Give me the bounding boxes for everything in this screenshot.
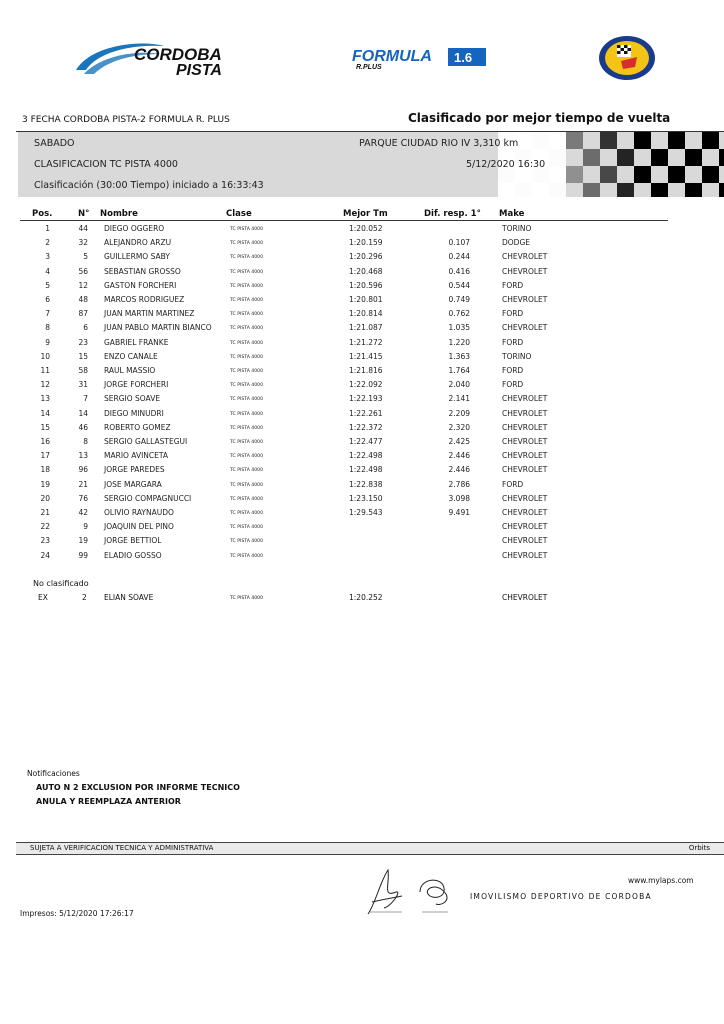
result-pos: 24 (40, 550, 50, 560)
result-pos: 5 (45, 280, 50, 290)
column-header-diff: Dif. resp. 1° (424, 209, 481, 219)
result-pos: 12 (40, 380, 50, 390)
result-driver-name: JORGE BETTIOL (104, 536, 162, 546)
result-best-time: 1:22.838 (349, 479, 383, 489)
result-make: CHEVROLET (502, 394, 548, 404)
pista-logo-text: PISTA (176, 62, 222, 78)
result-driver-name: ENZO CANALE (104, 351, 158, 361)
result-pos: 3 (45, 252, 50, 262)
result-driver-name: JUAN MARTIN MARTINEZ (104, 309, 195, 319)
title-bar (16, 108, 724, 132)
formula-rplus-logo (350, 46, 490, 70)
result-number: 58 (78, 366, 88, 375)
result-best-time: 1:21.816 (349, 366, 383, 375)
result-best-time: 1:22.498 (349, 451, 383, 461)
result-class: TC PISTA 4000 (230, 440, 263, 445)
result-driver-name: GASTON FORCHERI (104, 280, 177, 290)
result-best-time: 1:22.261 (349, 408, 383, 418)
result-driver-name: OLIVIO RAYNAUDO (104, 508, 174, 517)
result-driver-name: MARIO AVINCETA (104, 451, 169, 461)
result-make: FORD (502, 380, 524, 390)
result-make: CHEVROLET (502, 493, 548, 503)
result-driver-name: JOSE MARGARA (104, 479, 162, 489)
result-diff: 0.416 (448, 266, 470, 276)
rplus-logo-text: R.PLUS (356, 64, 382, 70)
result-make: FORD (502, 479, 524, 489)
result-class: TC PISTA 4000 (230, 397, 263, 403)
footer-verification-text: SUJETA A VERIFICACION TECNICA Y ADMINISTRATIVA (30, 844, 214, 852)
result-class: TC PISTA 4000 (230, 468, 263, 474)
result-make: CHEVROLET (502, 323, 548, 333)
result-driver-name: SEBASTIAN GROSSO (104, 266, 181, 276)
ex-name: ELIAN SOAVE (104, 593, 154, 602)
result-number: 56 (78, 266, 88, 276)
footer-orbits-text: Orbits (688, 844, 710, 852)
event-title: 3 FECHA CORDOBA PISTA-2 FORMULA R. PLUS (22, 115, 230, 125)
result-pos: 13 (40, 394, 50, 404)
result-driver-name: ELADIO GOSSO (104, 550, 162, 560)
result-class: TC PISTA 4000 (230, 454, 263, 460)
result-diff: 9.491 (448, 508, 470, 517)
result-make: TORINO (502, 224, 532, 233)
table-row (0, 295, 724, 309)
mylaps-url: www.mylaps.com (628, 876, 694, 885)
session-detail: Clasificación (30:00 Tiempo) iniciado a 16:33:43 (34, 180, 264, 191)
table-row (0, 423, 724, 437)
result-number: 12 (78, 280, 88, 290)
result-make: FORD (502, 280, 524, 290)
result-number: 9 (83, 522, 88, 532)
result-class: TC PISTA 4000 (230, 482, 263, 488)
result-class: TC PISTA 4000 (230, 369, 263, 374)
result-number: 19 (78, 536, 88, 546)
formula-logo-text: FORMULA (352, 48, 432, 65)
table-row (0, 366, 724, 380)
result-pos: 18 (40, 465, 50, 475)
result-best-time: 1:20.159 (349, 238, 383, 248)
result-number: 23 (78, 337, 88, 347)
result-driver-name: GUILLERMO SABY (104, 252, 170, 262)
result-diff: 1.363 (448, 351, 470, 361)
result-pos: 8 (45, 323, 50, 333)
result-diff: 2.446 (448, 451, 470, 461)
result-best-time: 1:22.092 (349, 380, 383, 390)
result-driver-name: SERGIO SOAVE (104, 394, 161, 404)
result-pos: 19 (40, 479, 50, 489)
result-class: TC PISTA 4000 (230, 241, 263, 247)
result-number: 7 (83, 394, 88, 404)
result-diff: 1.035 (448, 323, 470, 333)
result-driver-name: DIEGO MINUDRI (104, 408, 164, 418)
result-diff: 0.749 (448, 295, 470, 304)
table-row (0, 380, 724, 394)
ex-make: CHEVROLET (502, 593, 548, 602)
result-make: CHEVROLET (502, 252, 548, 262)
result-diff: 2.446 (448, 465, 470, 475)
ex-class: TC PISTA 4000 (230, 596, 263, 601)
result-class: TC PISTA 4000 (230, 283, 263, 289)
result-number: 76 (78, 493, 88, 503)
result-class: TC PISTA 4000 (230, 511, 263, 516)
table-row (0, 437, 724, 451)
result-number: 21 (78, 479, 88, 489)
result-class: TC PISTA 4000 (230, 298, 263, 303)
result-pos: 4 (45, 266, 50, 276)
note-line-2: ANULA Y REEMPLAZA ANTERIOR (36, 797, 181, 806)
result-best-time: 1:22.193 (349, 394, 383, 404)
result-number: 99 (78, 550, 88, 560)
not-classified-row (0, 593, 724, 607)
result-pos: 15 (40, 422, 50, 432)
organization-name: IMOVILISMO DEPORTIVO DE CORDOBA (470, 892, 652, 901)
table-row (0, 267, 724, 281)
result-class: TC PISTA 4000 (230, 525, 263, 531)
result-driver-name: ROBERTO GOMEZ (104, 422, 171, 432)
result-pos: 17 (40, 451, 50, 461)
result-class: TC PISTA 4000 (230, 227, 263, 232)
result-number: 87 (78, 309, 88, 319)
result-driver-name: DIEGO OGGERO (104, 224, 165, 233)
table-row (0, 522, 724, 536)
result-make: CHEVROLET (502, 295, 548, 304)
result-make: FORD (502, 337, 524, 347)
result-pos: 21 (40, 508, 50, 517)
column-header-pos: Pos. (32, 209, 53, 219)
result-pos: 2 (45, 238, 50, 248)
table-row (0, 551, 724, 565)
column-header-class: Clase (226, 209, 252, 219)
result-make: CHEVROLET (502, 522, 548, 532)
result-make: CHEVROLET (502, 437, 548, 446)
table-row (0, 494, 724, 508)
result-best-time: 1:20.801 (349, 295, 383, 304)
result-make: CHEVROLET (502, 451, 548, 461)
table-row (0, 323, 724, 337)
signature-1 (362, 862, 408, 924)
ex-pos: EX (38, 593, 48, 602)
result-diff: 0.107 (448, 238, 470, 248)
header-divider (20, 220, 668, 221)
result-class: TC PISTA 4000 (230, 411, 263, 417)
table-row (0, 352, 724, 366)
result-best-time: 1:22.498 (349, 465, 383, 475)
cordoba-logo-text: CORDOBA (134, 45, 222, 64)
not-classified-label: No clasificado (33, 579, 89, 588)
result-number: 42 (78, 508, 88, 517)
result-make: DODGE (502, 238, 531, 248)
table-row (0, 281, 724, 295)
result-class: TC PISTA 4000 (230, 425, 263, 431)
result-pos: 14 (40, 408, 50, 418)
result-class: TC PISTA 4000 (230, 312, 263, 318)
result-make: CHEVROLET (502, 465, 548, 475)
session-day: SABADO (34, 138, 75, 149)
result-driver-name: SERGIO GALLASTEGUI (104, 437, 188, 446)
classification-title: Clasificado por mejor tiempo de vuelta (408, 111, 671, 125)
result-diff: 2.141 (448, 394, 470, 404)
result-number: 6 (83, 323, 88, 333)
column-header-name: Nombre (100, 209, 138, 219)
result-pos: 1 (45, 224, 50, 233)
result-pos: 22 (40, 522, 50, 532)
table-row (0, 309, 724, 323)
session-datetime: 5/12/2020 16:30 (466, 159, 546, 170)
result-driver-name: JUAN PABLO MARTIN BIANCO (104, 323, 212, 333)
result-diff: 2.786 (448, 479, 470, 489)
result-best-time: 1:20.052 (349, 224, 383, 233)
result-best-time: 1:22.372 (349, 422, 383, 432)
result-class: TC PISTA 4000 (230, 553, 263, 559)
result-class: TC PISTA 4000 (230, 539, 263, 545)
result-make: CHEVROLET (502, 536, 548, 546)
result-class: TC PISTA 4000 (230, 383, 263, 389)
result-make: CHEVROLET (502, 550, 548, 560)
result-number: 32 (78, 238, 88, 248)
result-number: 8 (83, 437, 88, 446)
table-row (0, 409, 724, 423)
result-driver-name: JORGE FORCHERI (104, 380, 169, 390)
column-header-number: N° (78, 209, 90, 219)
result-driver-name: JOAQUIN DEL PINO (104, 522, 174, 532)
result-best-time: 1:29.543 (349, 508, 383, 517)
result-diff: 2.040 (448, 380, 470, 390)
result-pos: 20 (40, 493, 50, 503)
result-best-time: 1:20.814 (349, 309, 383, 319)
result-best-time: 1:23.150 (349, 493, 383, 503)
table-row (0, 465, 724, 479)
result-diff: 3.098 (448, 493, 470, 503)
result-number: 13 (78, 451, 88, 461)
column-header-make: Make (499, 209, 525, 219)
session-info-box (18, 132, 724, 197)
table-row (0, 238, 724, 252)
table-row (0, 394, 724, 408)
result-make: FORD (502, 366, 524, 375)
signature-2 (412, 874, 458, 924)
result-make: CHEVROLET (502, 266, 548, 276)
result-diff: 0.762 (448, 309, 470, 319)
result-class: TC PISTA 4000 (230, 496, 263, 502)
federation-seal-logo (597, 35, 657, 81)
ex-best-time: 1:20.252 (349, 593, 383, 602)
result-best-time: 1:20.596 (349, 280, 383, 290)
result-pos: 11 (40, 366, 50, 375)
printed-timestamp: Impresos: 5/12/2020 17:26:17 (20, 909, 134, 918)
result-pos: 7 (45, 309, 50, 319)
table-row (0, 338, 724, 352)
result-diff: 2.209 (448, 408, 470, 418)
result-diff: 2.320 (448, 422, 470, 432)
table-row (0, 224, 724, 238)
result-pos: 6 (45, 295, 50, 304)
column-header-best-time: Mejor Tm (343, 209, 388, 219)
note-line-1: AUTO N 2 EXCLUSION POR INFORME TECNICO (36, 783, 240, 792)
result-driver-name: ALEJANDRO ARZU (104, 238, 172, 248)
session-name: CLASIFICACION TC PISTA 4000 (34, 159, 178, 170)
result-number: 31 (78, 380, 88, 390)
result-driver-name: MARCOS RODRIGUEZ (104, 295, 185, 304)
formula-badge-text: 1.6 (454, 50, 473, 65)
result-number: 44 (78, 224, 88, 233)
result-number: 14 (78, 408, 88, 418)
table-row (0, 480, 724, 494)
result-make: FORD (502, 309, 524, 319)
result-diff: 2.425 (448, 437, 470, 446)
footer-bar (16, 842, 724, 855)
result-make: TORINO (502, 351, 532, 361)
result-driver-name: RAUL MASSIO (104, 366, 156, 375)
result-pos: 10 (40, 351, 50, 361)
result-diff: 1.764 (448, 366, 470, 375)
result-class: TC PISTA 4000 (230, 255, 263, 261)
result-best-time: 1:20.468 (349, 266, 383, 276)
table-row (0, 451, 724, 465)
result-best-time: 1:21.087 (349, 323, 383, 333)
result-number: 46 (78, 422, 88, 432)
ex-number: 2 (82, 593, 87, 602)
result-diff: 1.220 (448, 337, 470, 347)
table-row (0, 536, 724, 550)
result-number: 48 (78, 295, 88, 304)
circuit-name: PARQUE CIUDAD RIO IV 3,310 km (359, 138, 519, 149)
notes-label: Notificaciones (27, 769, 80, 778)
result-driver-name: GABRIEL FRANKE (104, 337, 169, 347)
table-row (0, 252, 724, 266)
result-make: CHEVROLET (502, 508, 548, 517)
result-pos: 9 (45, 337, 50, 347)
result-make: CHEVROLET (502, 422, 548, 432)
result-best-time: 1:20.296 (349, 252, 383, 262)
result-best-time: 1:21.415 (349, 351, 383, 361)
result-class: TC PISTA 4000 (230, 354, 263, 360)
result-number: 5 (83, 252, 88, 262)
result-best-time: 1:21.272 (349, 337, 383, 347)
result-number: 15 (78, 351, 88, 361)
result-number: 96 (78, 465, 88, 475)
result-best-time: 1:22.477 (349, 437, 383, 446)
result-driver-name: JORGE PAREDES (104, 465, 165, 475)
result-class: TC PISTA 4000 (230, 340, 263, 346)
result-make: CHEVROLET (502, 408, 548, 418)
cordoba-pista-logo (72, 40, 242, 78)
result-diff: 0.544 (448, 280, 470, 290)
result-class: TC PISTA 4000 (230, 326, 263, 332)
result-driver-name: SERGIO COMPAGNUCCI (104, 493, 192, 503)
result-pos: 16 (40, 437, 50, 446)
result-pos: 23 (40, 536, 50, 546)
table-row (0, 508, 724, 522)
result-diff: 0.244 (448, 252, 470, 262)
result-class: TC PISTA 4000 (230, 269, 263, 275)
